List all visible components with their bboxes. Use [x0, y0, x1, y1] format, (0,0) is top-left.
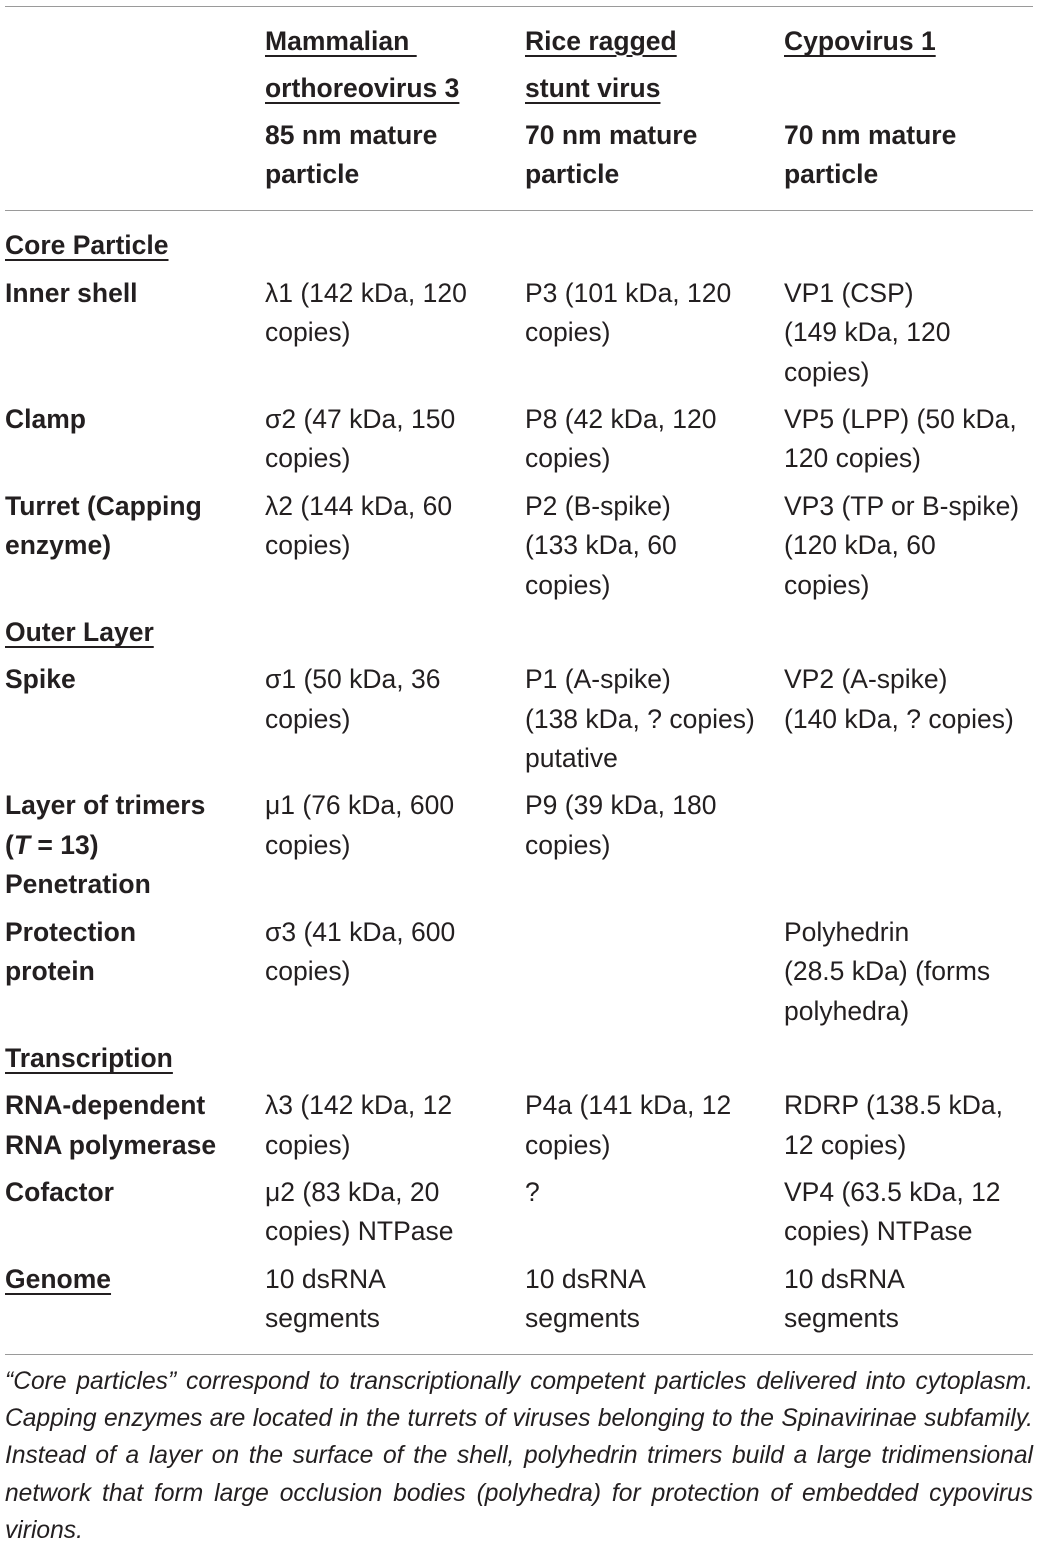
row-label-rdrp-l1: RNA-dependent — [5, 1090, 206, 1120]
row-label-trimers-l2: (T = 13) — [5, 830, 99, 860]
trimers-t-value: = 13) — [30, 830, 99, 860]
protection-c1-l2: copies) — [265, 956, 351, 986]
turret-c2-l1: P2 (B-spike) — [525, 491, 671, 521]
col-header-rice-ragged-stunt-line2: stunt virus — [525, 73, 661, 103]
trimers-c1-l1: μ1 (76 kDa, 600 — [265, 790, 455, 820]
spike-c1-l1: σ1 (50 kDa, 36 — [265, 664, 441, 694]
trimers-c2-l2: copies) — [525, 830, 611, 860]
section-transcription: Transcription — [5, 1043, 173, 1073]
col1-size-line1: 85 nm mature — [265, 120, 438, 150]
col2-size-line2: particle — [525, 159, 620, 189]
rdrp-c3-l2: 12 copies) — [784, 1130, 907, 1160]
turret-c3-l3: copies) — [784, 570, 870, 600]
clamp-c1-l2: copies) — [265, 443, 351, 473]
trimers-t-symbol: T — [13, 830, 31, 860]
row-label-trimers-l1: Layer of trimers — [5, 790, 206, 820]
row-label-spike: Spike — [5, 664, 76, 694]
inner-shell-c3-l3: copies) — [784, 357, 870, 387]
cofactor-c1-l2: copies) NTPase — [265, 1216, 454, 1246]
spike-c2-l3: putative — [525, 743, 618, 773]
turret-c2-l3: copies) — [525, 570, 611, 600]
clamp-c3-l1: VP5 (LPP) (50 kDa, — [784, 404, 1017, 434]
genome-c3-l1: 10 dsRNA — [784, 1264, 905, 1294]
protection-c1-l1: σ3 (41 kDa, 600 — [265, 917, 456, 947]
row-label-inner-shell: Inner shell — [5, 278, 138, 308]
inner-shell-c3-l1: VP1 (CSP) — [784, 278, 914, 308]
row-label-rdrp-l2: RNA polymerase — [5, 1130, 217, 1160]
cofactor-c1-l1: μ2 (83 kDa, 20 — [265, 1177, 440, 1207]
protection-c3-l1: Polyhedrin — [784, 917, 910, 947]
rdrp-c3-l1: RDRP (138.5 kDa, — [784, 1090, 1003, 1120]
table-top-rule — [5, 6, 1033, 7]
table-footnote: “Core particles” correspond to transcriptionally competent particles delivered into cytoplasm. Capping enzymes are located in the turrets of viruses belonging to the Spinavirinae subfamily. Instead of a layer on the surface of the shell, polyhedrin trimers build a large tridimensional network that form large occlusion bodies (polyhedra) for protection of embedded cypovirus virions. — [5, 1368, 1033, 1544]
rdrp-c1-l1: λ3 (142 kDa, 12 — [265, 1090, 453, 1120]
cofactor-c3-l1: VP4 (63.5 kDa, 12 — [784, 1177, 1001, 1207]
col2-size-line1: 70 nm mature — [525, 120, 698, 150]
cofactor-c3-l2: copies) NTPase — [784, 1216, 973, 1246]
clamp-c2-l2: copies) — [525, 443, 611, 473]
spike-c1-l2: copies) — [265, 704, 351, 734]
spike-c3-l1: VP2 (A-spike) — [784, 664, 948, 694]
rdrp-c2-l1: P4a (141 kDa, 12 — [525, 1090, 732, 1120]
rdrp-c1-l2: copies) — [265, 1130, 351, 1160]
spike-c2-l2: (138 kDa, ? copies) — [525, 704, 755, 734]
section-core-particle: Core Particle — [5, 230, 169, 260]
protection-c3-l2: (28.5 kDa) (forms — [784, 956, 991, 986]
trimers-c2-l1: P9 (39 kDa, 180 — [525, 790, 717, 820]
protection-c3-l3: polyhedra) — [784, 996, 910, 1026]
clamp-c2-l1: P8 (42 kDa, 120 — [525, 404, 717, 434]
clamp-c1-l1: σ2 (47 kDa, 150 — [265, 404, 456, 434]
turret-c2-l2: (133 kDa, 60 — [525, 530, 677, 560]
trimers-c1-l2: copies) — [265, 830, 351, 860]
genome-c1-l2: segments — [265, 1303, 380, 1333]
inner-shell-c2-l1: P3 (101 kDa, 120 — [525, 278, 732, 308]
col1-size-line2: particle — [265, 159, 360, 189]
section-outer-layer: Outer Layer — [5, 617, 154, 647]
turret-c1-l1: λ2 (144 kDa, 60 — [265, 491, 453, 521]
genome-c2-l1: 10 dsRNA — [525, 1264, 646, 1294]
turret-c3-l2: (120 kDa, 60 — [784, 530, 936, 560]
row-label-clamp: Clamp — [5, 404, 86, 434]
col-header-mammalian-orthoreovirus-line1: Mammalian — [265, 26, 417, 56]
col3-size-line2: particle — [784, 159, 879, 189]
col-header-mammalian-orthoreovirus-line2: orthoreovirus 3 — [265, 73, 460, 103]
col-header-cypovirus-1: Cypovirus 1 — [784, 26, 936, 56]
row-label-protection-l1: Protection — [5, 917, 137, 947]
turret-c3-l1: VP3 (TP or B-spike) — [784, 491, 1020, 521]
table-bottom-rule — [5, 1354, 1033, 1355]
genome-c1-l1: 10 dsRNA — [265, 1264, 386, 1294]
spike-c3-l2: (140 kDa, ? copies) — [784, 704, 1014, 734]
col-header-rice-ragged-stunt-line1: Rice ragged — [525, 26, 677, 56]
inner-shell-c1-l2: copies) — [265, 317, 351, 347]
row-label-protection-l2: protein — [5, 956, 95, 986]
turret-c1-l2: copies) — [265, 530, 351, 560]
header-bottom-rule — [5, 210, 1033, 211]
inner-shell-c2-l2: copies) — [525, 317, 611, 347]
genome-c3-l2: segments — [784, 1303, 899, 1333]
row-label-turret-l1: Turret (Capping — [5, 491, 202, 521]
col3-size-line1: 70 nm mature — [784, 120, 957, 150]
inner-shell-c1-l1: λ1 (142 kDa, 120 — [265, 278, 467, 308]
spike-c2-l1: P1 (A-spike) — [525, 664, 671, 694]
row-label-trimers-l3: Penetration — [5, 869, 151, 899]
genome-c2-l2: segments — [525, 1303, 640, 1333]
clamp-c3-l2: 120 copies) — [784, 443, 922, 473]
row-label-cofactor: Cofactor — [5, 1177, 114, 1207]
inner-shell-c3-l2: (149 kDa, 120 — [784, 317, 951, 347]
rdrp-c2-l2: copies) — [525, 1130, 611, 1160]
cofactor-c2-l1: ? — [525, 1177, 540, 1207]
section-genome: Genome — [5, 1264, 112, 1294]
row-label-turret-l2: enzyme) — [5, 530, 112, 560]
